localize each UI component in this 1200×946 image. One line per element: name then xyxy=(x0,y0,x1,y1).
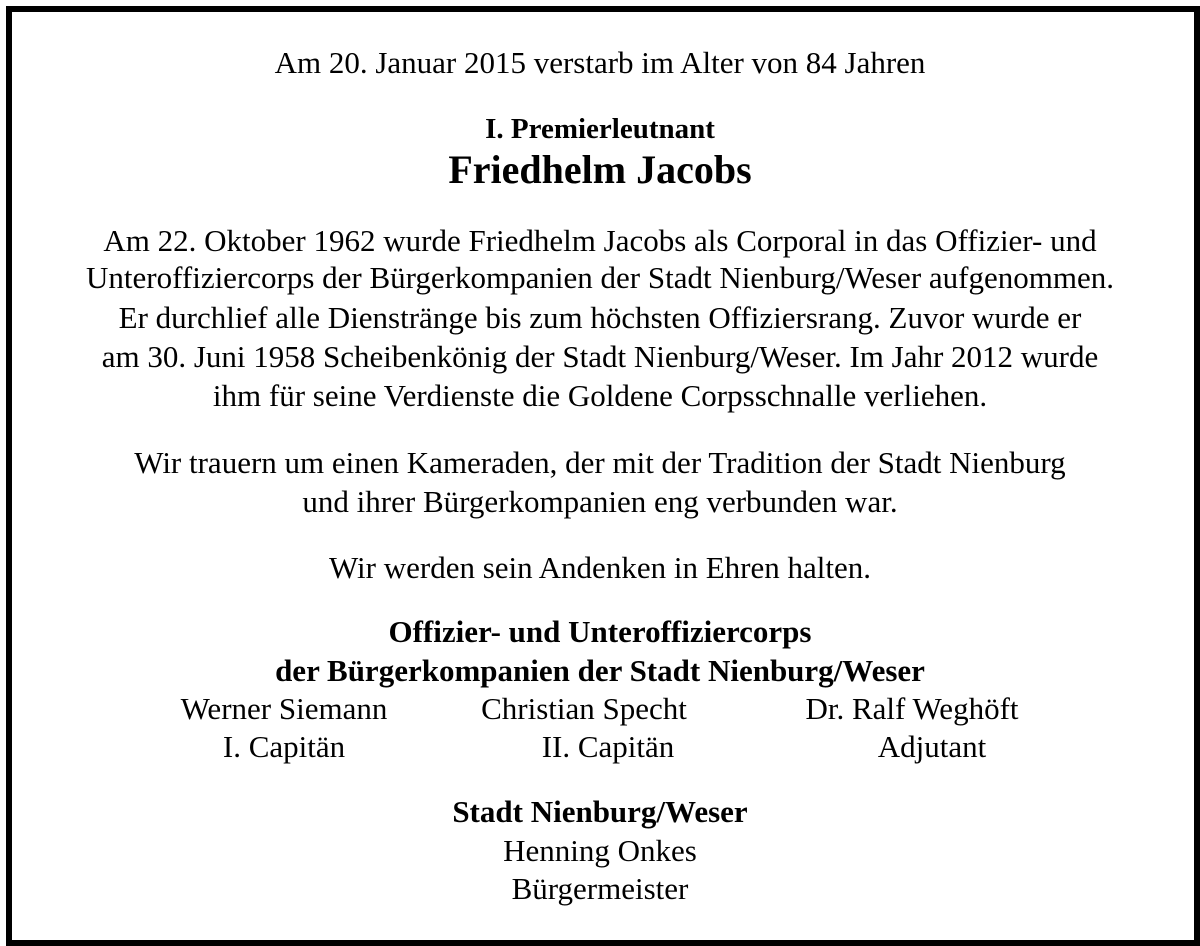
mayor-title: Bürgermeister xyxy=(511,871,689,906)
deceased-name: Friedhelm Jacobs xyxy=(448,147,752,192)
mourning-line: und ihrer Bürgerkompanien eng verbunden war. xyxy=(302,484,898,519)
intro-text: Am 20. Januar 2015 verstarb im Alter von 84 Jahren xyxy=(274,45,926,80)
signatory-name: Werner Siemann xyxy=(180,691,388,726)
corps-subheading: der Bürgerkompanien der Stadt Nienburg/Weser xyxy=(275,653,925,688)
mayor-name: Henning Onkes xyxy=(503,833,697,868)
city-heading: Stadt Nienburg/Weser xyxy=(452,794,748,829)
signatory-name: Dr. Ralf Weghöft xyxy=(805,691,1019,726)
mourning-line: Wir trauern um einen Kameraden, der mit der Tradition der Stadt Nienburg xyxy=(134,445,1066,480)
biography-line: ihm für seine Verdienste die Goldene Corpsschnalle verliehen. xyxy=(212,378,988,413)
corps-heading: Offizier- und Unteroffiziercorps xyxy=(388,614,812,649)
signatory-name: Christian Specht xyxy=(481,691,687,726)
biography-line: am 30. Juni 1958 Scheibenkönig der Stadt Nienburg/Weser. Im Jahr 2012 wurde xyxy=(101,339,1099,374)
signatory-title: Adjutant xyxy=(877,729,987,764)
signatory-title: II. Capitän xyxy=(541,729,675,764)
rank-title: I. Premierleutnant xyxy=(485,113,715,145)
remembrance-text: Wir werden sein Andenken in Ehren halten. xyxy=(329,550,871,585)
biography-line: Unteroffiziercorps der Bürgerkompanien der Stadt Nienburg/Weser aufgenommen. xyxy=(86,260,1114,295)
biography-line: Am 22. Oktober 1962 wurde Friedhelm Jacobs als Corporal in das Offizier- und xyxy=(103,223,1097,258)
biography-line: Er durchlief alle Dienstränge bis zum höchsten Offiziersrang. Zuvor wurde er xyxy=(118,300,1082,335)
signatory-title: I. Capitän xyxy=(222,729,346,764)
